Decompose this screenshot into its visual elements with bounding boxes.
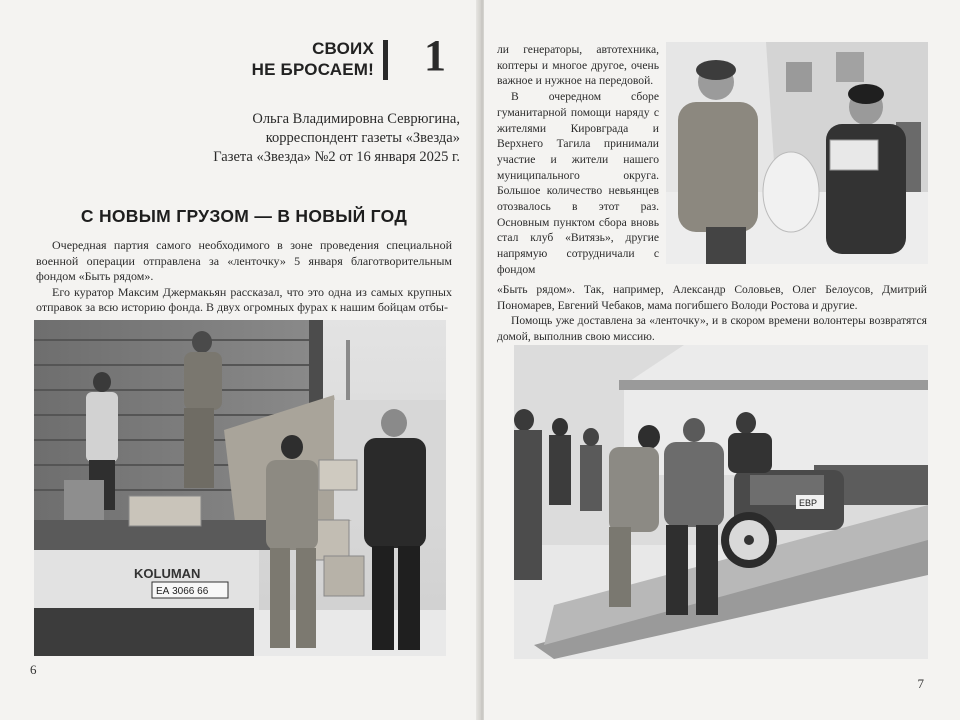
section-number: 1 bbox=[424, 31, 446, 80]
section-header bbox=[218, 31, 448, 86]
section-title-line-2: НЕ БРОСАЕМ! bbox=[251, 60, 374, 79]
paragraph: Его куратор Максим Джермакьян рассказал, что это одна из самых крупных отправок за всю историю фонда. В двух огромных фурах к нашим бойцам отбы- bbox=[36, 284, 452, 315]
paragraph: ли генераторы, автотехника, коптеры и многое другое, очень важное и нужное на передовой. bbox=[497, 43, 659, 88]
section-title-line-1: СВОИХ bbox=[312, 39, 374, 58]
truck-loading-illustration bbox=[34, 320, 446, 656]
truck-brand-label: KOLUMAN bbox=[134, 566, 201, 581]
motorcycle-plate-label: ЕВР bbox=[799, 498, 818, 508]
motorcycle-loading-photo bbox=[514, 345, 928, 659]
motorcycle-loading-illustration bbox=[514, 345, 928, 659]
page-number-left: 6 bbox=[30, 662, 37, 677]
left-body-text bbox=[36, 238, 452, 316]
byline-source: Газета «Звезда» №2 от 16 января 2025 г. bbox=[213, 149, 460, 165]
section-divider bbox=[383, 40, 388, 80]
right-page bbox=[484, 0, 960, 720]
byline bbox=[160, 110, 460, 167]
truck-loading-photo bbox=[34, 320, 446, 656]
volunteers-illustration bbox=[666, 42, 928, 264]
paragraph: Очередная партия самого необходимого в зоне проведения специальной военной операции отправлена за «ленточку» 5 января благотворительным фондом «Быть рядом». bbox=[36, 238, 452, 284]
page-number-right: 7 bbox=[917, 676, 924, 691]
paragraph: «Быть рядом». Так, например, Александр Соловьев, Олег Белоусов, Дмитрий Пономарев, Евгений Чебаков, мама погибшего Володи Ростова и другие. bbox=[497, 283, 927, 312]
byline-author: Ольга Владимировна Севрюгина, bbox=[252, 111, 460, 127]
article-title: С НОВЫМ ГРУЗОМ — В НОВЫЙ ГОД bbox=[80, 206, 408, 226]
volunteers-photo bbox=[666, 42, 928, 264]
paragraph: В очередном сборе гуманитарной помощи наряду с жителями Кировграда и Верхнего Тагила принимали участие и жители нашего муниципального округа. Большое количество невьянцев отозвалось в этот раз. Основным пунктом сбора вновь стал клуб «Витязь», другие напрямую сотрудничали с фондом bbox=[497, 90, 659, 276]
right-body-text bbox=[497, 282, 927, 345]
byline-role: корреспондент газеты «Звезда» bbox=[265, 130, 460, 146]
right-column-text bbox=[497, 42, 659, 278]
paragraph: Помощь уже доставлена за «ленточку», и в скором времени волонтеры возвратятся домой, выполнив свою миссию. bbox=[497, 314, 927, 344]
truck-plate-label: ЕА 3066 66 bbox=[156, 586, 209, 597]
section-title bbox=[194, 38, 374, 80]
